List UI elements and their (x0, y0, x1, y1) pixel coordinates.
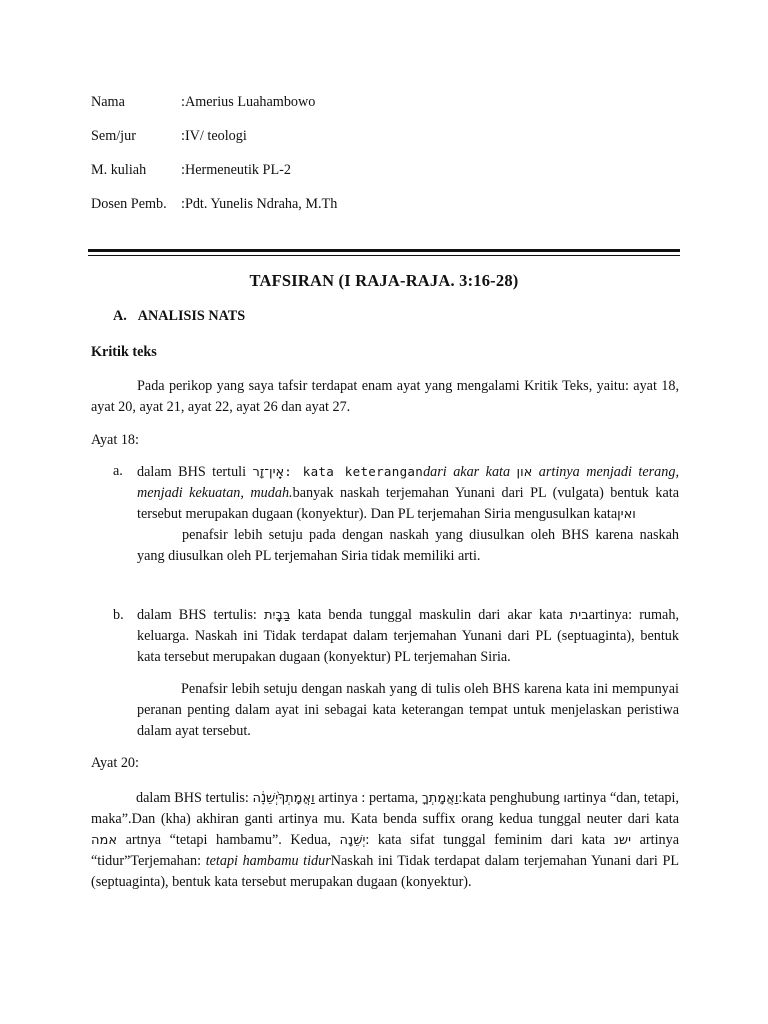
hebrew-word: אֵֽין־זָר (252, 465, 285, 480)
hebrew-word: ואין (617, 507, 636, 522)
hebrew-word: בַּבָּֽיִת (264, 608, 291, 623)
header-row-dosen (91, 194, 337, 215)
header-row-nama (91, 92, 315, 113)
ayat-18-item-b (113, 605, 679, 668)
header-value: :Amerius Luahambowo (181, 94, 316, 110)
hebrew-word: יְשֵׁנָה (339, 833, 366, 848)
item-text: banyak naskah terjemahan Yunani dari PL (vulgata) bentuk kata tersebut merupakan dugaan (konyektur). Dan PL terjemahan Siria mengusulkan kata (137, 485, 679, 522)
hebrew-word: ישנ (613, 833, 632, 848)
item-body (137, 605, 679, 668)
page-title: TAFSIRAN (I RAJA-RAJA. 3:16-28) (249, 271, 519, 290)
para-text: Naskah ini Tidak terdapat dalam terjemahan Yunani dari PL (septuaginta), bentuk kata tersebut merupakan dugaan (konyektur). (91, 853, 680, 890)
header-key: Nama (91, 94, 125, 110)
header-row-semjur (91, 126, 247, 147)
hebrew-word: און (516, 465, 533, 480)
section-title: ANALISIS NATS (137, 308, 246, 324)
item-text: artinya: rumah, keluarga. Naskah ini Tidak terdapat dalam terjemahan Yunani dari PL (septuaginta), bentuk kata tersebut merupakan dugaan (konyektur) PL terjemahan Siria. (137, 607, 679, 665)
header-value: :Pdt. Yunelis Ndraha, M.Th (181, 196, 338, 212)
hebrew-word: בית (569, 608, 589, 623)
para-text: : kata sifat tunggal feminim dari kata (365, 832, 614, 848)
item-text: : kata keterangan (284, 464, 424, 479)
divider-thick (88, 249, 680, 252)
para-text: dalam BHS tertulis: (136, 790, 253, 806)
divider-thin (88, 255, 680, 256)
hebrew-word: ו (563, 791, 567, 806)
para-text: artnya “tetapi hambamu”. Kedua, (117, 832, 340, 848)
item-body (137, 461, 679, 567)
item-text: dalam BHS tertuli (137, 464, 253, 480)
header-key: Dosen Pemb. (91, 196, 167, 212)
subheading: Kritik teks (91, 344, 157, 360)
ayat-20-paragraph (91, 788, 679, 893)
para-text: artinya “dan, tetapi, maka” (91, 790, 679, 827)
item-italic: dari akar kata (423, 464, 517, 480)
item-followup: penafsir lebih setuju pada dengan naskah yang diusulkan oleh BHS karena naskah yang diusulkan oleh PL terjemahan Siria tidak memiliki arti. (137, 527, 679, 564)
item-b-followup: Penafsir lebih setuju dengan naskah yang di tulis oleh BHS karena kata ini mempunyai peranan penting dalam ayat ini sebagai kata keterangan tempat untuk menjelaskan peristiwa dalam ayat tersebut. (137, 681, 679, 739)
item-italic: artinya menjadi terang, menjadi kekuatan, mudah. (137, 464, 679, 501)
ayat-18-item-a (113, 461, 679, 567)
header-key: M. kuliah (91, 162, 147, 178)
para-italic: tetapi hambamu tidur (205, 853, 331, 869)
para-text: :kata penghubung (458, 790, 564, 806)
hebrew-word: אמה (91, 833, 118, 848)
header-key: Sem/jur (91, 128, 136, 144)
header-value: :IV/ teologi (181, 128, 247, 144)
item-label: a. (113, 463, 123, 479)
para-text: artinya “tidur”Terjemahan: (91, 832, 680, 869)
header-value: :Hermeneutik PL-2 (181, 162, 291, 178)
hebrew-word: וַאֲמָתְךָ֙יְשֵׁנָ֔ה (252, 791, 315, 806)
ayat-18-heading: Ayat 18: (91, 432, 139, 448)
item-label: b. (113, 607, 124, 623)
section-heading (113, 306, 245, 327)
intro-paragraph: Pada perikop yang saya tafsir terdapat enam ayat yang mengalami Kritik Teks, yaitu: ayat 18, ayat 20, ayat 21, ayat 22, ayat 26 dan ayat 27. (91, 378, 679, 415)
item-text: dalam BHS tertulis: (137, 607, 265, 623)
header-row-kuliah (91, 160, 291, 181)
item-text: kata benda tunggal maskulin dari akar kata (290, 607, 570, 623)
para-text: artinya : pertama, (314, 790, 422, 806)
section-label: A. (113, 308, 127, 324)
ayat-20-heading: Ayat 20: (91, 755, 139, 771)
hebrew-word: וַאֲמָתְךָ (421, 791, 459, 806)
para-text: .Dan (kha) akhiran ganti artinya mu. Kata benda suffix orang kedua tunggal neuter dari kata (128, 811, 679, 827)
